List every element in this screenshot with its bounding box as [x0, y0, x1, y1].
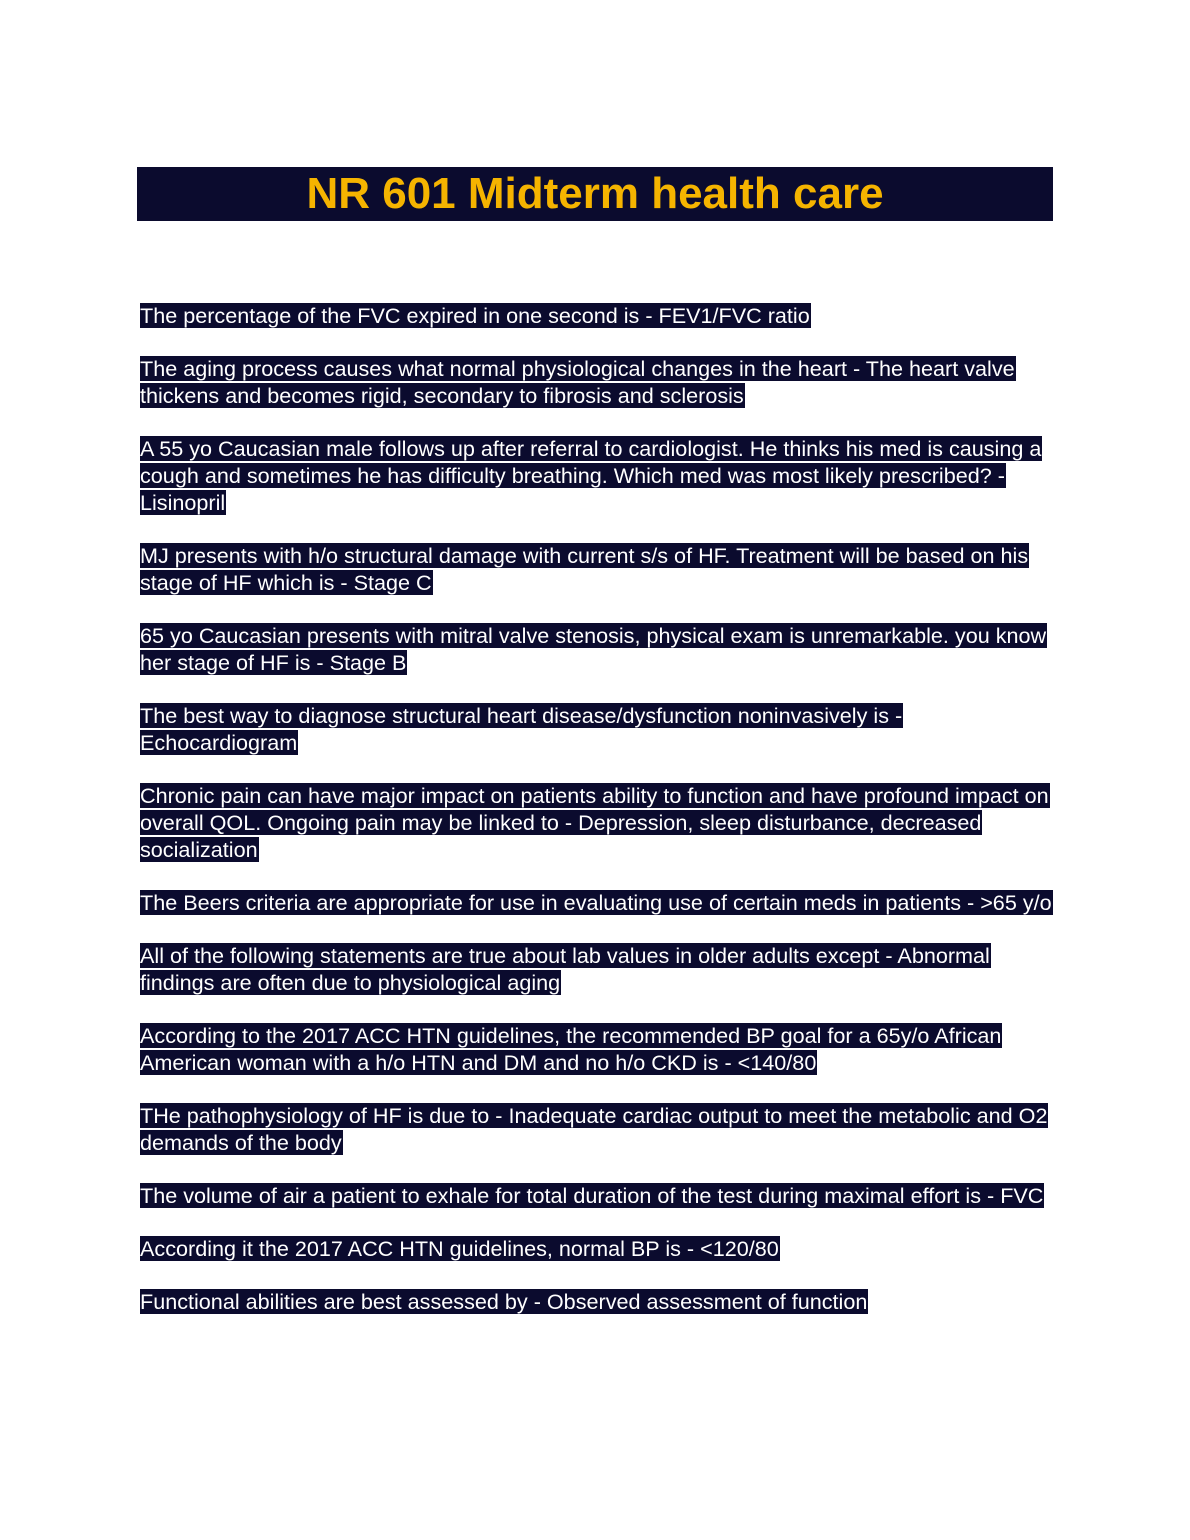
qa-text: Functional abilities are best assessed by - Observed assessment of function — [140, 1289, 868, 1314]
document-title: NR 601 Midterm health care — [306, 169, 884, 218]
qa-item — [140, 1235, 1055, 1262]
qa-item — [140, 1022, 1055, 1076]
qa-item — [140, 702, 1055, 756]
qa-text: All of the following statements are true about lab values in older adults except - Abnormal findings are often due to physiological aging — [140, 943, 990, 995]
qa-item — [140, 942, 1055, 996]
qa-item — [140, 302, 1055, 329]
qa-text: The percentage of the FVC expired in one second is - FEV1/FVC ratio — [140, 303, 810, 328]
qa-text: The Beers criteria are appropriate for use in evaluating use of certain meds in patients - >65 y/o — [140, 890, 1052, 915]
qa-item — [140, 355, 1055, 409]
qa-text: The aging process causes what normal physiological changes in the heart - The heart valve thickens and becomes rigid, secondary to fibrosis and sclerosis — [140, 356, 1015, 408]
qa-text: According it the 2017 ACC HTN guidelines, normal BP is - <120/80 — [140, 1236, 779, 1261]
qa-item — [140, 1182, 1055, 1209]
qa-text: According to the 2017 ACC HTN guidelines, the recommended BP goal for a 65y/o African American woman with a h/o HTN and DM and no h/o CKD is - <140/80 — [140, 1023, 1002, 1075]
qa-item — [140, 782, 1055, 863]
qa-text: A 55 yo Caucasian male follows up after referral to cardiologist. He thinks his med is causing a cough and sometimes he has difficulty breathing. Which med was most likely prescribed? - Lisinopril — [140, 436, 1042, 515]
qa-item — [140, 1288, 1055, 1315]
qa-item — [140, 889, 1055, 916]
qa-text: THe pathophysiology of HF is due to - Inadequate cardiac output to meet the metabolic and O2 demands of the body — [140, 1103, 1048, 1155]
qa-item — [140, 622, 1055, 676]
title-banner — [137, 167, 1053, 221]
qa-item — [140, 542, 1055, 596]
qa-text: The best way to diagnose structural heart disease/dysfunction noninvasively is - Echocardiogram — [140, 703, 903, 755]
qa-text: Chronic pain can have major impact on patients ability to function and have profound impact on overall QOL. Ongoing pain may be linked to - Depression, sleep disturbance, decreased socialization — [140, 783, 1049, 862]
qa-text: The volume of air a patient to exhale for total duration of the test during maximal effort is - FVC — [140, 1183, 1044, 1208]
qa-item — [140, 1102, 1055, 1156]
qa-list — [140, 302, 1055, 1341]
qa-item — [140, 435, 1055, 516]
qa-text: MJ presents with h/o structural damage with current s/s of HF. Treatment will be based on his stage of HF which is - Stage C — [140, 543, 1029, 595]
qa-text: 65 yo Caucasian presents with mitral valve stenosis, physical exam is unremarkable. you know her stage of HF is - Stage B — [140, 623, 1047, 675]
